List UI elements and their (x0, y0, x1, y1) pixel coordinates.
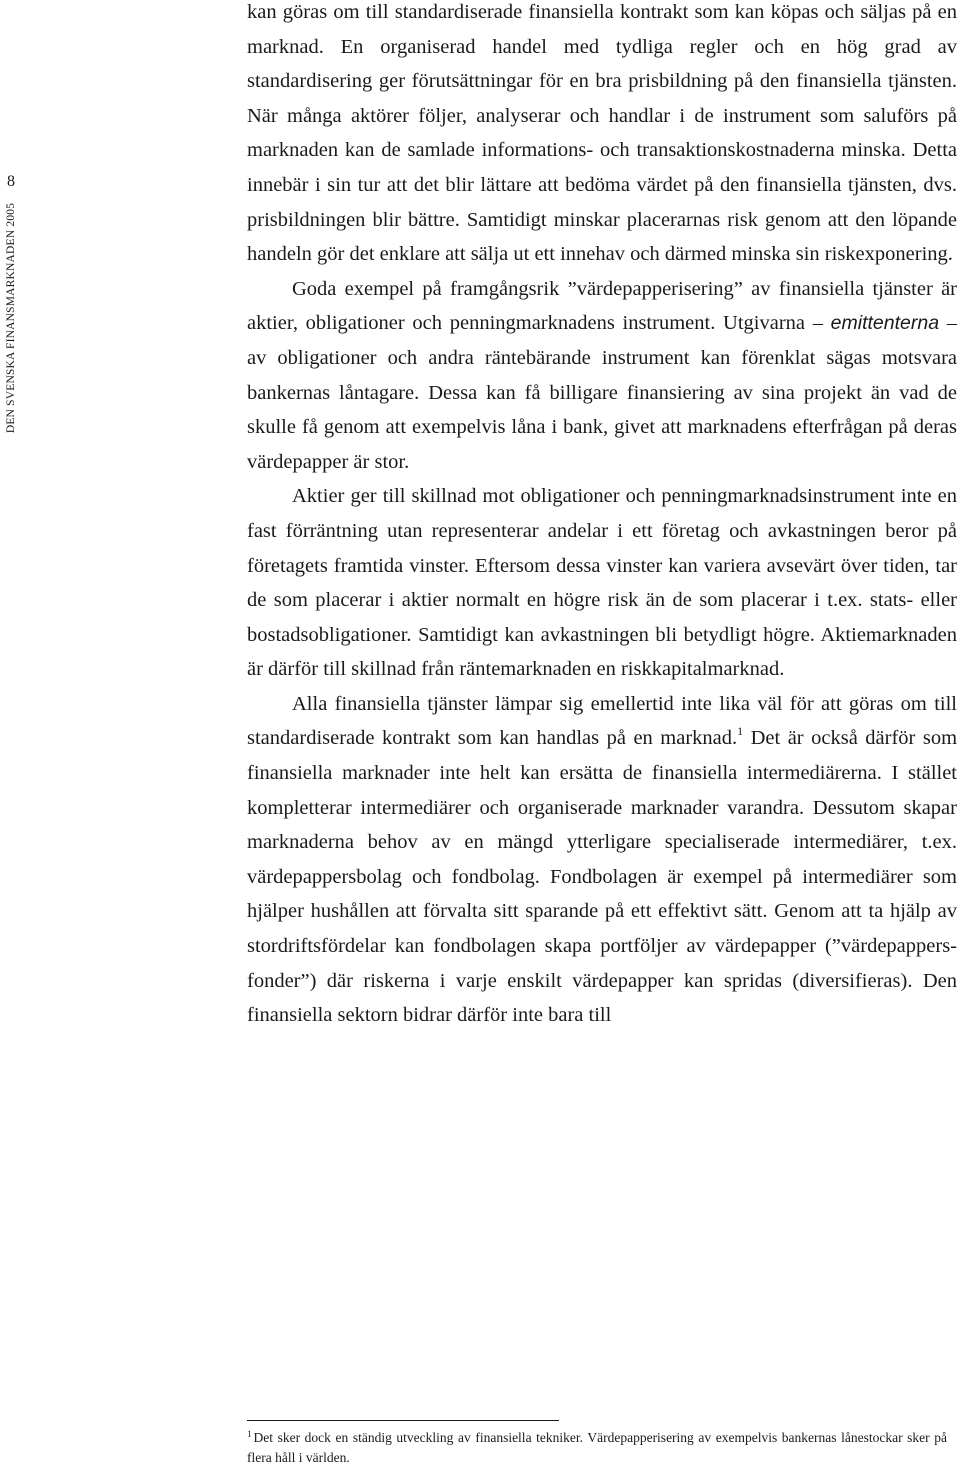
body-text (247, 0, 957, 1033)
paragraph-2-start: Goda exempel på framgångsrik ”värdepapperisering” av finansiella tjänster är aktier, obligationer och penningmarknadens instrument. Utgivarna – (247, 277, 957, 335)
paragraph-4-end: Det är också därför som finansiella marknader inte helt kan ersätta de finansiella intermediärerna. I stället kompletterar intermediärer och organiserade marknader varandra. Dessutom skapar marknaderna behov av en mängd ytterligare specialiserade intermediärer, t.ex. värdepappersbolag och fondbolag. Fondbolagen är exempel på intermediärer som hjälper hushållen att förvalta sitt sparande på ett effektivt sätt. Genom att ta hjälp av stordriftsfördelar kan fondbolagen skapa portföljer av värdepapper (”värdepappersfonder”) där riskerna i varje enskilt värdepapper kan spridas (diversifieras). Den finansiella sektorn bidrar därför inte bara till (247, 727, 958, 1027)
paragraph-2-end: – av obligationer och andra räntebärande instrument kan förenklat sägas motsvara bankernas låntagare. Dessa kan få billigare finansiering av sina projekt än vad de skulle få genom att exempelvis låna i bank, givet att marknadens efterfrågan på deras värdepapper är stor. (247, 312, 958, 473)
footnote-reference[interactable]: 1 (737, 724, 744, 739)
footnote (247, 1428, 947, 1468)
paragraph-2 (247, 272, 957, 480)
paragraph-4-start: Alla finansiella tjänster lämpar sig emellertid inte lika väl för att göras om till standardiserade kontrakt som kan handlas på en marknad. (247, 692, 957, 750)
footnote-number: 1 (247, 1429, 252, 1439)
footnote-divider (247, 1420, 559, 1421)
paragraph-4 (247, 687, 957, 1033)
running-head: DEN SVENSKA FINANSMARKNADEN 2005 (5, 202, 17, 434)
paragraph-1: kan göras om till standardiserade finansiella kontrakt som kan köpas och säljas på en marknad. En organiserad handel med tydliga regler och en hög grad av standardisering ger förutsättningar för en bra prisbildning på den finansiella tjänsten. När många aktörer följer, analyserar och handlar i de instrument som saluförs på marknaden kan de samlade informations- och transaktionskostnaderna minska. Detta innebär i sin tur att det blir lättare att bedöma värdet på den finansiella tjänsten, dvs. prisbildningen blir bättre. Samtidigt minskar placerarnas risk genom att den löpande handeln gör det enklare att sälja ut ett innehav och därmed minska sin riskexponering. (247, 1, 957, 266)
page-number: 8 (7, 173, 15, 190)
paragraph-3: Aktier ger till skillnad mot obligationer och penningmarknadsinstrument inte en fast förräntning utan representerar andelar i ett företag och avkastningen beror på företagets framtida vinster. Eftersom dessa vinster kan variera avsevärt över tiden, tar de som placerar i aktier normalt en högre risk än de som placerar i t.ex. stats- eller bostadsobligationer. Samtidigt kan avkastningen bli betydligt högre. Aktiemarknaden är därför till skillnad från räntemarknaden en riskkapitalmarknad. (247, 485, 957, 681)
emphasized-term: emittenterna (830, 312, 940, 335)
footnote-text: Det sker dock en ständig utveckling av finansiella tekniker. Värdepapperisering av exempelvis bankernas lånestockar sker på flera håll i världen. (247, 1430, 947, 1465)
